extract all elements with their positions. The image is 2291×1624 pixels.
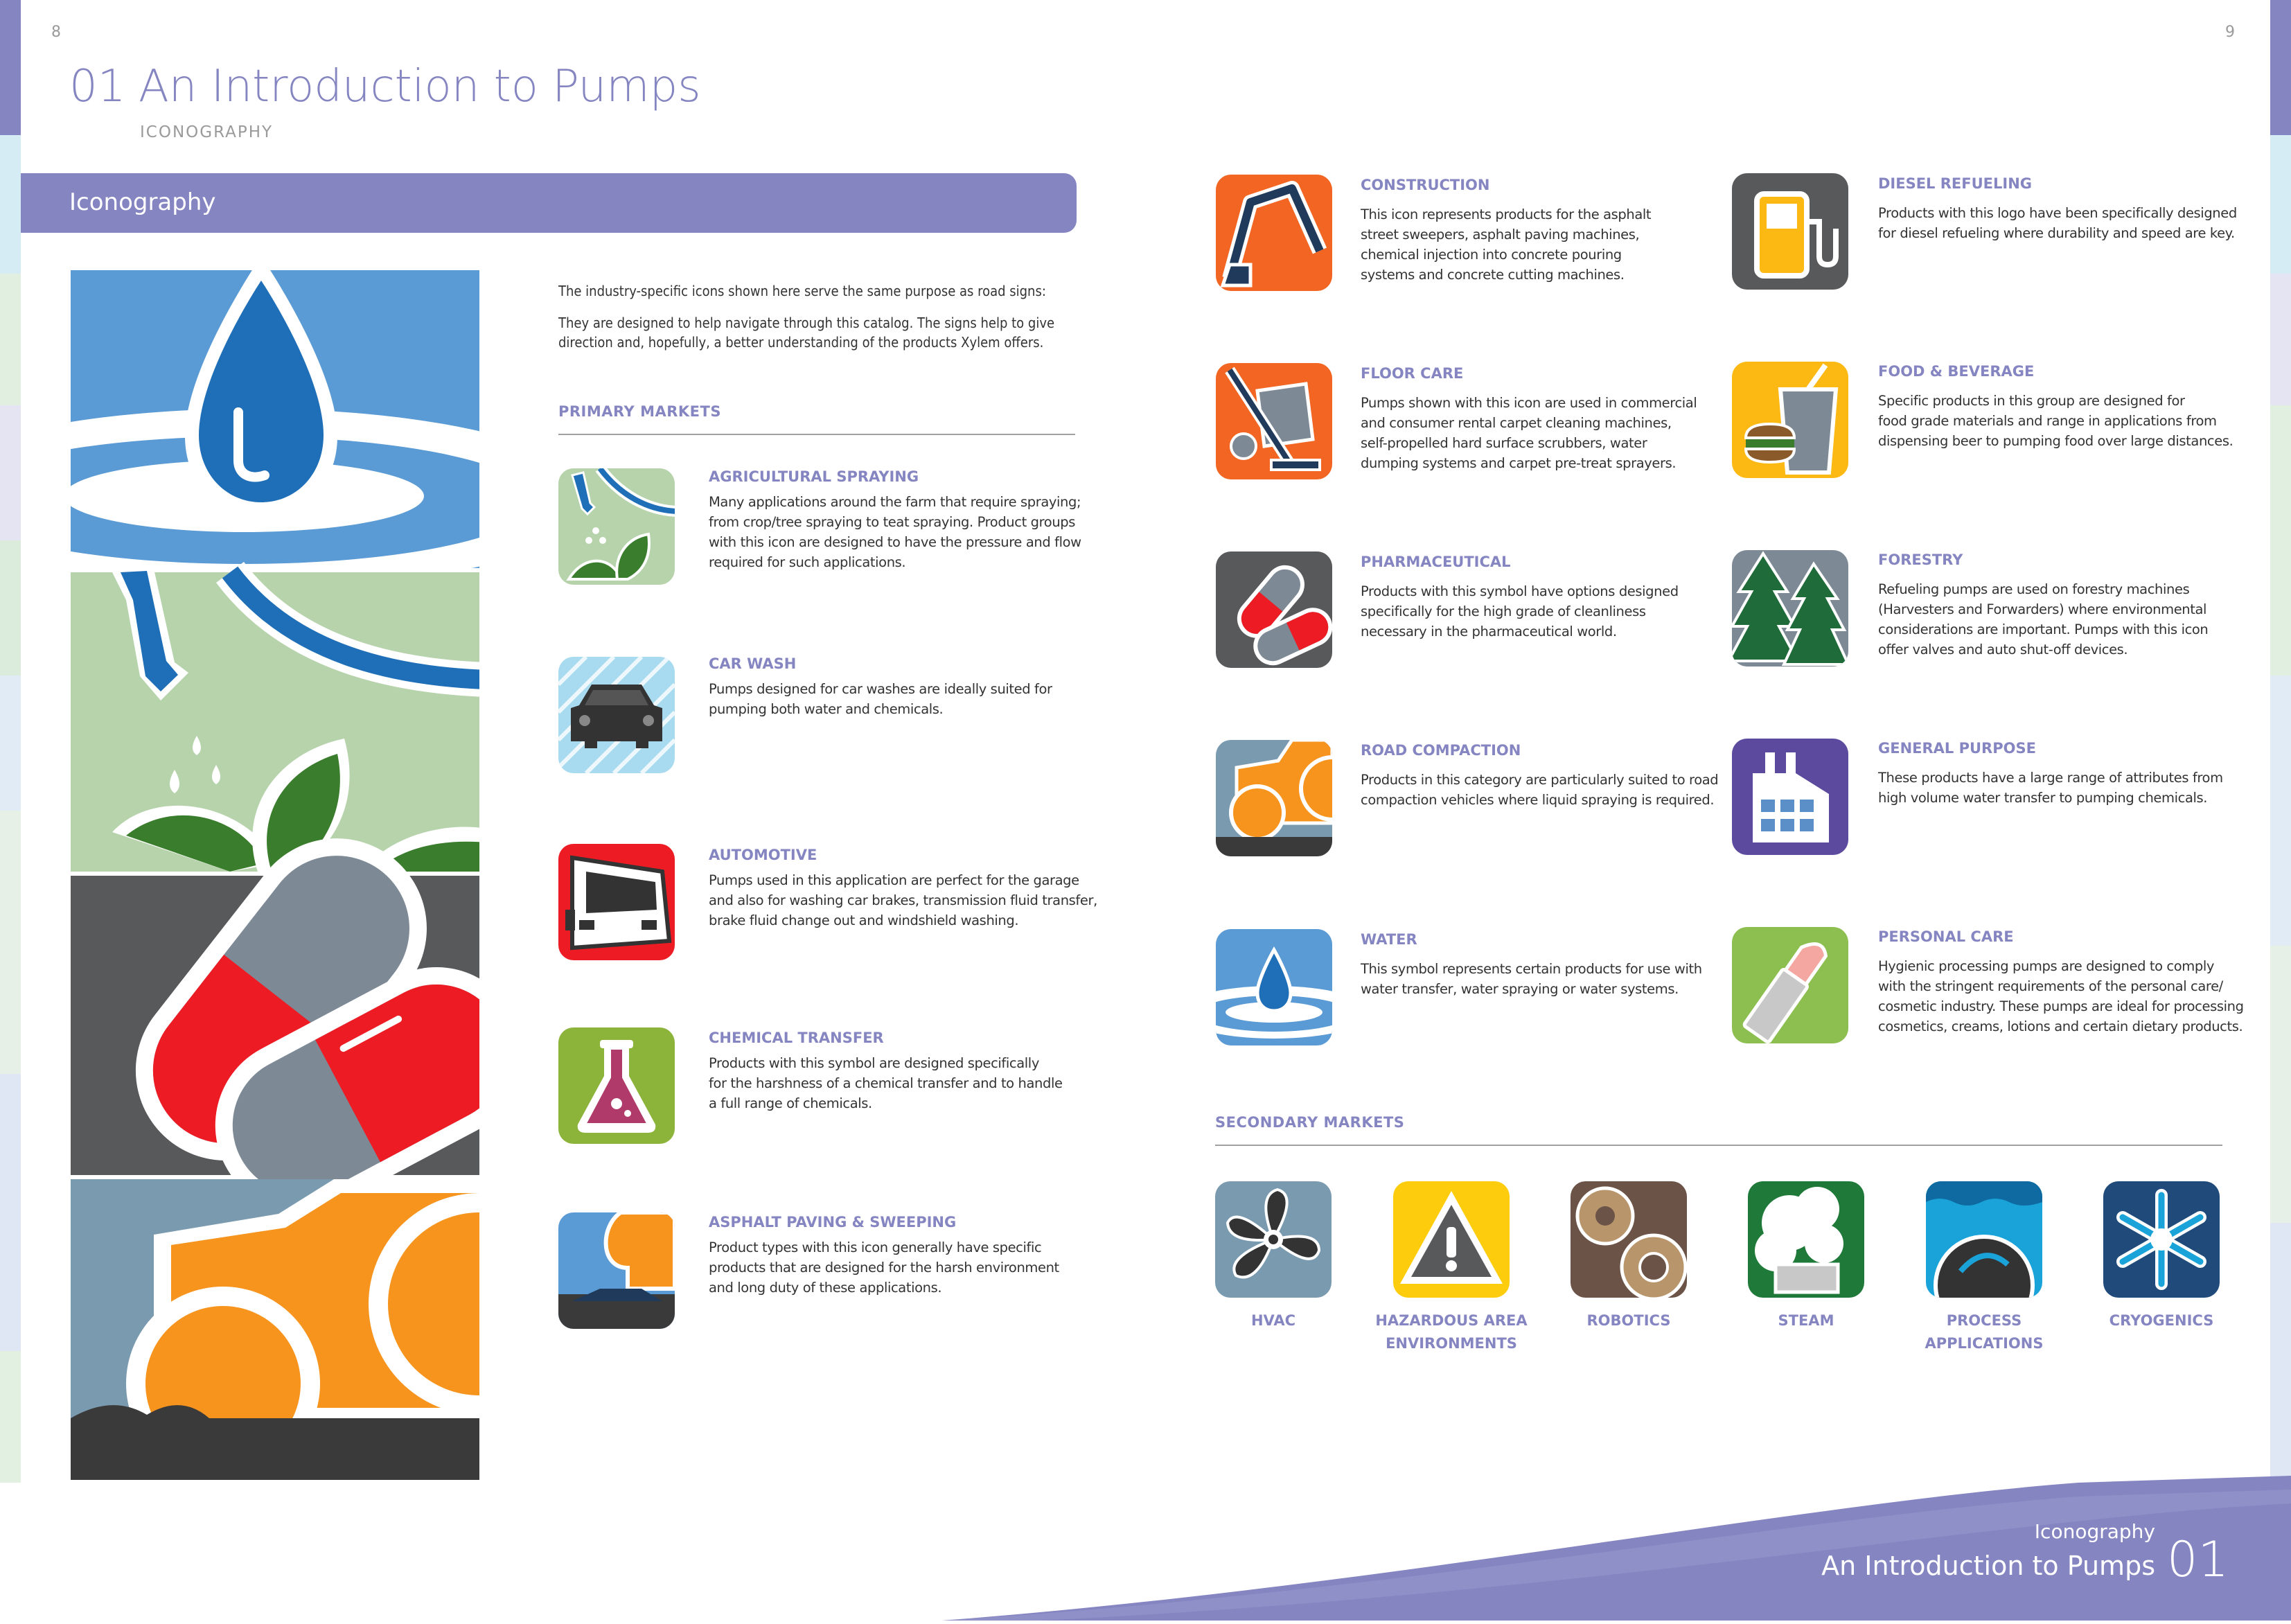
general-purpose-text: These products have a large range of attributes from high volume water transfer to pumping chemicals. — [1878, 770, 2223, 806]
hazardous-area-label: HAZARDOUS AREA ENVIRONMENTS — [1375, 1312, 1528, 1352]
car-wash-title: CAR WASH — [709, 655, 797, 672]
right-strip — [2270, 946, 2291, 1223]
car-wash-icon — [558, 657, 675, 773]
general-purpose-title: GENERAL PURPOSE — [1878, 740, 2036, 757]
chapter-subtitle: ICONOGRAPHY — [140, 123, 274, 141]
agriculture-illustration — [71, 569, 479, 872]
pharmaceutical-text: Products with this symbol have options designed specifically for the high grade of cleanliness necessary in the pharmaceutical world. — [1361, 583, 1679, 639]
automotive-text: Pumps used in this application are perfect for the garage and also for washing car brakes, transmission fluid transfer, brake fluid change out and windshield washing. — [709, 872, 1097, 928]
road-compaction-icon — [1216, 740, 1332, 856]
cryogenics-label: CRYOGENICS — [2109, 1312, 2214, 1329]
hvac-label: HVAC — [1250, 1312, 1296, 1329]
agricultural-spraying-text: Many applications around the farm that require spraying; from crop/tree spraying to teat spraying. Product groups with this icon are designed to have the pressure and flow required for such applications. — [709, 494, 1081, 570]
water-drop-illustration — [71, 270, 479, 589]
left-strip — [0, 405, 21, 540]
road-compaction-text: Products in this category are particularly suited to road compaction vehicles where liquid spraying is required. — [1361, 772, 1719, 808]
pharmaceutical-icon — [1216, 551, 1332, 668]
section-banner-label: Iconography — [69, 188, 216, 216]
robotics-label: ROBOTICS — [1586, 1312, 1671, 1329]
water-title: WATER — [1361, 931, 1417, 948]
construction-title: CONSTRUCTION — [1361, 177, 1490, 193]
food-beverage-text: Specific products in this group are designed for food grade materials and range in applications from dispensing beer to pumping food over large distances. — [1878, 393, 2233, 449]
left-strip — [0, 274, 21, 405]
forestry-icon — [1732, 550, 1848, 667]
left-strip — [0, 676, 21, 811]
page-number-right: 9 — [2225, 24, 2235, 41]
forestry-text: Refueling pumps are used on forestry machines (Harvesters and Forwarders) where environmental considerations are important. Pumps with this icon offer valves and auto shut-off devices. — [1878, 581, 2209, 657]
left-strip — [0, 811, 21, 1074]
chemical-transfer-title: CHEMICAL TRANSFER — [709, 1030, 884, 1046]
left-strip — [0, 540, 21, 676]
forestry-title: FORESTRY — [1878, 551, 1963, 568]
road-compaction-title: ROAD COMPACTION — [1361, 742, 1521, 759]
robotics-icon — [1571, 1181, 1687, 1298]
asphalt-paving-text: Product types with this icon generally have specific products that are designed for the harsh environment and long duty of these applications. — [709, 1239, 1059, 1296]
right-strip — [2270, 676, 2291, 946]
left-strip — [0, 0, 21, 135]
footer-wave — [0, 1476, 2291, 1621]
left-strip — [0, 1074, 21, 1351]
personal-care-icon — [1732, 927, 1848, 1043]
personal-care-text: Hygienic processing pumps are designed to comply with the stringent requirements of the personal care/ cosmetic industry. These pumps are ideal for processing cosmetics, creams, lotions and certain dietary products. — [1878, 958, 2244, 1034]
general-purpose-icon — [1732, 739, 1848, 855]
personal-care-title: PERSONAL CARE — [1878, 928, 2014, 945]
footer-chapter-title: An Introduction to Pumps — [1821, 1551, 2155, 1581]
floor-care-title: FLOOR CARE — [1361, 365, 1464, 382]
footer-section-label: Iconography — [2034, 1520, 2155, 1543]
process-applications-label: PROCESS APPLICATIONS — [1925, 1312, 2044, 1352]
food-beverage-title: FOOD & BEVERAGE — [1878, 363, 2035, 380]
right-strip — [2270, 405, 2291, 676]
footer-chapter-number: 01 — [2166, 1531, 2229, 1588]
page-number-left: 8 — [51, 24, 61, 41]
hvac-icon — [1215, 1181, 1332, 1298]
car-wash-text: Pumps designed for car washes are ideally suited for pumping both water and chemicals. — [709, 681, 1052, 717]
floor-care-icon — [1216, 363, 1332, 479]
agricultural-spraying-icon — [558, 468, 675, 585]
hero-icon-column — [71, 270, 479, 1480]
pharmaceutical-title: PHARMACEUTICAL — [1361, 554, 1511, 570]
asphalt-paving-icon — [558, 1212, 675, 1329]
automotive-title: AUTOMOTIVE — [709, 847, 817, 863]
construction-icon — [1216, 175, 1332, 291]
intro-line-2b: direction and, hopefully, a better understanding of the products Xylem offers. — [558, 334, 1044, 351]
intro-line-2a: They are designed to help navigate through this catalog. The signs help to give — [558, 315, 1055, 331]
diesel-refueling-title: DIESEL REFUELING — [1878, 175, 2033, 192]
primary-markets-heading: PRIMARY MARKETS — [558, 403, 721, 420]
chapter-number: 01 — [69, 61, 126, 112]
right-strip — [2270, 1223, 2291, 1483]
hazard-icon — [1393, 1181, 1510, 1298]
agricultural-spraying-title: AGRICULTURAL SPRAYING — [709, 468, 919, 485]
secondary-markets-heading: SECONDARY MARKETS — [1215, 1114, 1405, 1131]
construction-text: This icon represents products for the asphalt street sweepers, asphalt paving machines, chemical injection into concrete pouring systems and concrete cutting machines. — [1361, 206, 1652, 283]
left-strip — [0, 1351, 21, 1483]
floor-care-text: Pumps shown with this icon are used in commercial and consumer rental carpet cleaning machines, self-propelled hard surface scrubbers, water dumping systems and carpet pre-treat sprayers. — [1361, 395, 1697, 471]
section-banner — [21, 173, 1077, 233]
water-icon — [1216, 929, 1332, 1045]
right-strip — [2270, 0, 2291, 135]
divider — [558, 434, 1075, 435]
automotive-icon — [558, 844, 675, 960]
right-strip — [2270, 274, 2291, 405]
intro-line-1: The industry-specific icons shown here serve the same purpose as road signs: — [558, 283, 1046, 299]
water-text: This symbol represents certain products for use with water transfer, water spraying or water systems. — [1361, 961, 1702, 997]
process-icon — [1926, 1181, 2042, 1298]
diesel-refueling-text: Products with this logo have been specifically designed for diesel refueling where durability and speed are key. — [1878, 205, 2237, 241]
asphalt-paving-title: ASPHALT PAVING & SWEEPING — [709, 1214, 957, 1230]
right-strip — [2270, 135, 2291, 274]
chemical-transfer-icon — [558, 1027, 675, 1144]
cryogenics-icon — [2103, 1181, 2220, 1298]
diesel-refueling-icon — [1732, 173, 1848, 290]
road-compaction-illustration — [71, 1179, 479, 1480]
divider — [1215, 1145, 2222, 1146]
chemical-transfer-text: Products with this symbol are designed specifically for the harshness of a chemical transfer and to handle a full range of chemicals. — [709, 1055, 1063, 1111]
food-beverage-icon — [1732, 362, 1848, 478]
steam-label: STEAM — [1778, 1312, 1834, 1329]
left-strip — [0, 135, 21, 274]
steam-icon — [1748, 1181, 1864, 1298]
chapter-title: An Introduction to Pumps — [139, 61, 701, 112]
